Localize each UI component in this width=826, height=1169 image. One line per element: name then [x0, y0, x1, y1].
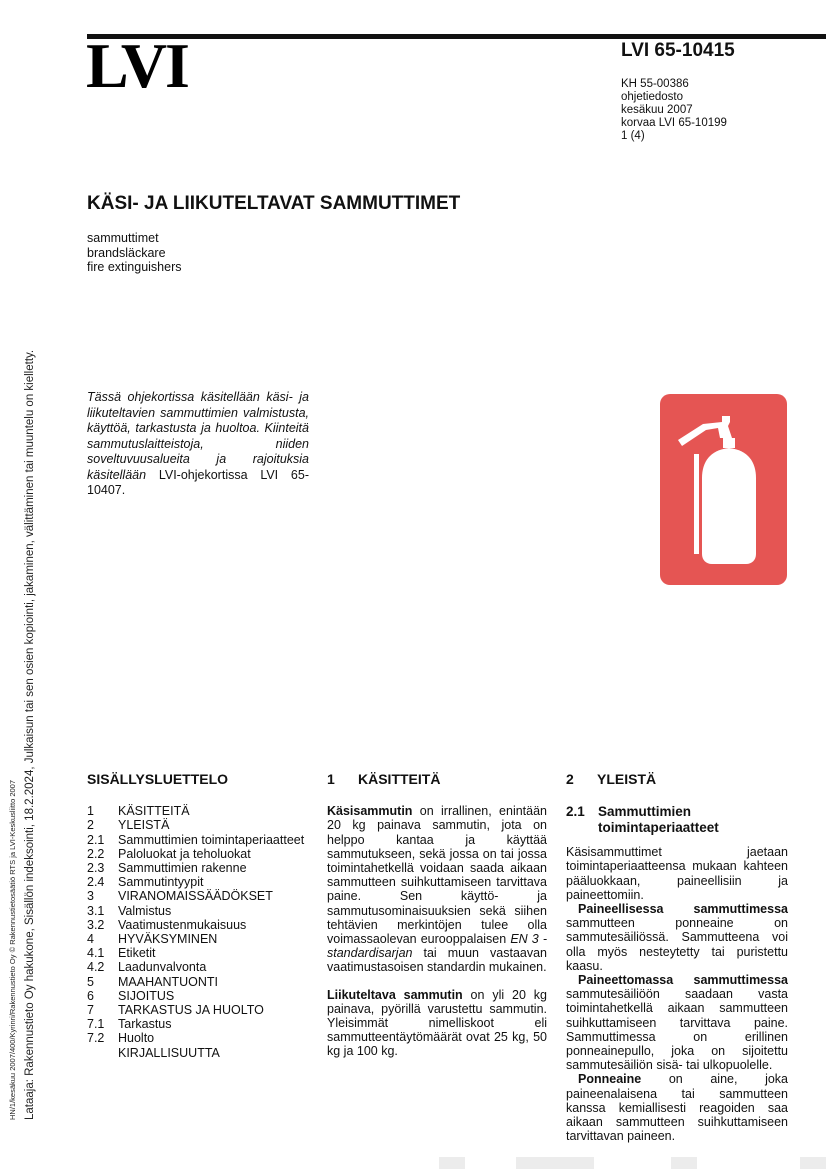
- document-number: LVI 65-10415: [621, 40, 735, 61]
- toc-item-label: YLEISTÄ: [118, 818, 170, 833]
- subtitle-finnish: sammuttimet: [87, 231, 159, 245]
- toc-item: [87, 889, 312, 903]
- toc-item-number: 4.2: [87, 960, 105, 975]
- page-title: KÄSI- JA LIIKUTELTAVAT SAMMUTTIMET: [87, 193, 461, 214]
- toc-item-label: VIRANOMAISSÄÄDÖKSET: [118, 889, 273, 904]
- scan-artifact: [671, 1157, 697, 1169]
- definition-hand-extinguisher: Käsisammutin on irrallinen, enintään 20 kg painava sammutin, jota on helppo kantaa ja käyttää sammutukseen, sekä jossa on tai jossa toimintahetkellä voidaan saada aikaan sammutteen suihkuttamiseen tarvittava paine. Sen käyttö- ja sammutusominaisuuksien sekä siihen tehtävien merkintöjen tulee olla voimassaolevan eurooppalaisen EN 3 -standardisarjan tai muun vastaavan vaatimustasoisen standardin mukainen.: [327, 804, 547, 975]
- toc-item-number: 6: [87, 988, 94, 1003]
- toc-item: [87, 861, 312, 875]
- toc-item: [87, 1031, 312, 1045]
- definition-propellant: Ponneaine on aine, joka paineenalaisena tai sammutteen kanssa kemiallisesti reagoiden saa aikaan sammutteen suihkuttamiseen tarvittavan paineen.: [566, 1072, 788, 1144]
- meta-replaces: korvaa LVI 65-10199: [621, 117, 727, 129]
- toc-item-number: 2.3: [87, 861, 105, 876]
- toc-item-label: Paloluokat ja teholuokat: [118, 846, 251, 861]
- toc-item-number: 3.1: [87, 903, 105, 918]
- section-2-number: 2: [566, 771, 574, 787]
- meta-page: 1 (4): [621, 130, 645, 142]
- toc-item-number: 4.1: [87, 946, 105, 961]
- toc-item: [87, 1046, 312, 1060]
- toc-item-label: Sammuttimien toimintaperiaatteet: [118, 832, 305, 847]
- toc-item-number: 1: [87, 804, 94, 819]
- toc-item: [87, 804, 312, 818]
- section-1-number: 1: [327, 771, 335, 787]
- fire-extinguisher-icon: [660, 394, 787, 585]
- toc-item: [87, 960, 312, 974]
- toc-item-label: SIJOITUS: [118, 988, 175, 1003]
- toc-list: [87, 804, 312, 1060]
- term-wheeled-extinguisher: Liikuteltava sammutin: [327, 987, 463, 1002]
- scan-artifact: [800, 1157, 826, 1169]
- scan-artifact: [439, 1157, 465, 1169]
- document-meta: [621, 78, 727, 143]
- toc-item-label: Huolto: [118, 1031, 155, 1046]
- section-2-title: YLEISTÄ: [597, 771, 657, 787]
- subsection-2-1-number: 2.1: [566, 804, 585, 820]
- standard-reference: EN 3 -standardisarjan: [327, 932, 547, 961]
- subtitle-translations: [87, 231, 182, 275]
- scan-artifact: [516, 1157, 594, 1169]
- meta-kh-code: KH 55-00386: [621, 78, 689, 90]
- toc-item-label: KIRJALLISUUTTA: [118, 1045, 220, 1060]
- subsection-2-1-title: Sammuttimien toimintaperiaatteet: [598, 804, 719, 836]
- meta-date: kesäkuu 2007: [621, 104, 693, 116]
- toc-item: [87, 1003, 312, 1017]
- toc-item-label: Tarkastus: [118, 1017, 172, 1032]
- toc-item: [87, 833, 312, 847]
- definition-unpressurized: Paineettomassa sammuttimessa sammutesäiliöön saadaan vasta toimintahetkellä aikaan sammutteen suihkuttamiseen tarvittava paine. Sammuttimessa on erillinen ponneainepullo, joka on sijoitettu sammutesäiliön sisä- tai ulkopuolelle.: [566, 973, 788, 1073]
- subtitle-english: fire extinguishers: [87, 260, 182, 274]
- toc-item-label: Valmistus: [118, 903, 172, 918]
- toc-item: [87, 989, 312, 1003]
- section-2: [566, 772, 788, 1143]
- toc-item-label: HYVÄKSYMINEN: [118, 932, 218, 947]
- toc-item: [87, 975, 312, 989]
- abstract: [87, 390, 309, 499]
- toc-item-number: 2.4: [87, 875, 105, 890]
- toc-item: [87, 932, 312, 946]
- section-2-heading: [566, 772, 788, 786]
- toc-item: [87, 875, 312, 889]
- meta-file-type: ohjetiedosto: [621, 91, 684, 103]
- toc-item-label: MAAHANTUONTI: [118, 974, 218, 989]
- toc-item: [87, 1017, 312, 1031]
- lvi-logo: LVI: [86, 30, 188, 101]
- toc-item-number: 4: [87, 932, 94, 947]
- toc-item-number: 3.2: [87, 917, 105, 932]
- section-1-title: KÄSITTEITÄ: [358, 771, 441, 787]
- toc-item-number: [87, 1046, 118, 1060]
- toc-item-label: TARKASTUS JA HUOLTO: [118, 1003, 264, 1018]
- term-hand-extinguisher: Käsisammutin: [327, 804, 413, 819]
- toc-item-number: 2: [87, 818, 94, 833]
- fire-extinguisher-sign: [660, 394, 787, 585]
- toc-item-number: 7.2: [87, 1031, 105, 1046]
- toc-item-label: Laadunvalvonta: [118, 960, 207, 975]
- toc-item-number: 3: [87, 889, 94, 904]
- copyright-notice: HN/1/kesäkuu 2007/400/Kyrinri/Rakennustieto Oy © Rakennustietosäätiö RTS ja LVI-Keskusliitto 2007: [8, 779, 17, 1120]
- toc-item-number: 2.2: [87, 846, 105, 861]
- toc-heading: SISÄLLYSLUETTELO: [87, 771, 229, 787]
- section-2-intro: Käsisammuttimet jaetaan toimintaperiaatteensa mukaan kahteen pääluokkaan, paineellisiin ja paineettomiin.: [566, 845, 788, 902]
- download-notice: Lataaja: Rakennustieto Oy hakukone, Sisällön indeksointi, 18.2.2024, Julkaisun tai sen osien kopiointi, jakaminen, välittäminen tai muuntelu on kielletty.: [24, 349, 36, 1120]
- toc-item: [87, 818, 312, 832]
- toc-item: [87, 847, 312, 861]
- toc-item: [87, 918, 312, 932]
- table-of-contents: [87, 772, 312, 1060]
- abstract-reference: LVI-ohjekortissa LVI 65-10407.: [87, 467, 309, 497]
- toc-item-label: Vaatimustenmukaisuus: [118, 917, 247, 932]
- subtitle-swedish: brandsläckare: [87, 245, 166, 260]
- subsection-2-1-heading: [566, 804, 788, 836]
- header-rule: [87, 34, 826, 39]
- toc-item-number: 2.1: [87, 832, 105, 847]
- toc-item-label: Etiketit: [118, 946, 156, 961]
- toc-item-label: Sammuttimien rakenne: [118, 861, 247, 876]
- definition-wheeled-extinguisher: Liikuteltava sammutin on yli 20 kg painava, pyörillä varustettu sammutin. Yleisimmät nimelliskoot eli sammutteentäytömäärät ovat 25 kg, 50 kg ja 100 kg.: [327, 987, 547, 1059]
- definition-pressurized: Paineellisessa sammuttimessa sammutteen ponneaine on sammutesäiliössä. Sammutteena voi olla myös nesteytetty tai puristettu kaasu.: [566, 902, 788, 973]
- toc-item-number: 7: [87, 1003, 94, 1018]
- section-1: [327, 772, 547, 1059]
- toc-item-label: KÄSITTEITÄ: [118, 804, 190, 819]
- abstract-italic: Tässä ohjekortissa käsitellään käsi- ja liikuteltavien sammuttimien valmistusta, käyttöä, tarkastusta ja huoltoa. Kiinteitä sammutuslaitteistoja, niiden soveltuvuusalueita ja rajoituksia käsitellään: [87, 390, 309, 482]
- toc-item-number: 7.1: [87, 1017, 105, 1032]
- toc-item-label: Sammutintyypit: [118, 875, 204, 890]
- toc-item: [87, 946, 312, 960]
- section-1-heading: [327, 772, 547, 786]
- toc-item-number: 5: [87, 974, 94, 989]
- toc-item: [87, 904, 312, 918]
